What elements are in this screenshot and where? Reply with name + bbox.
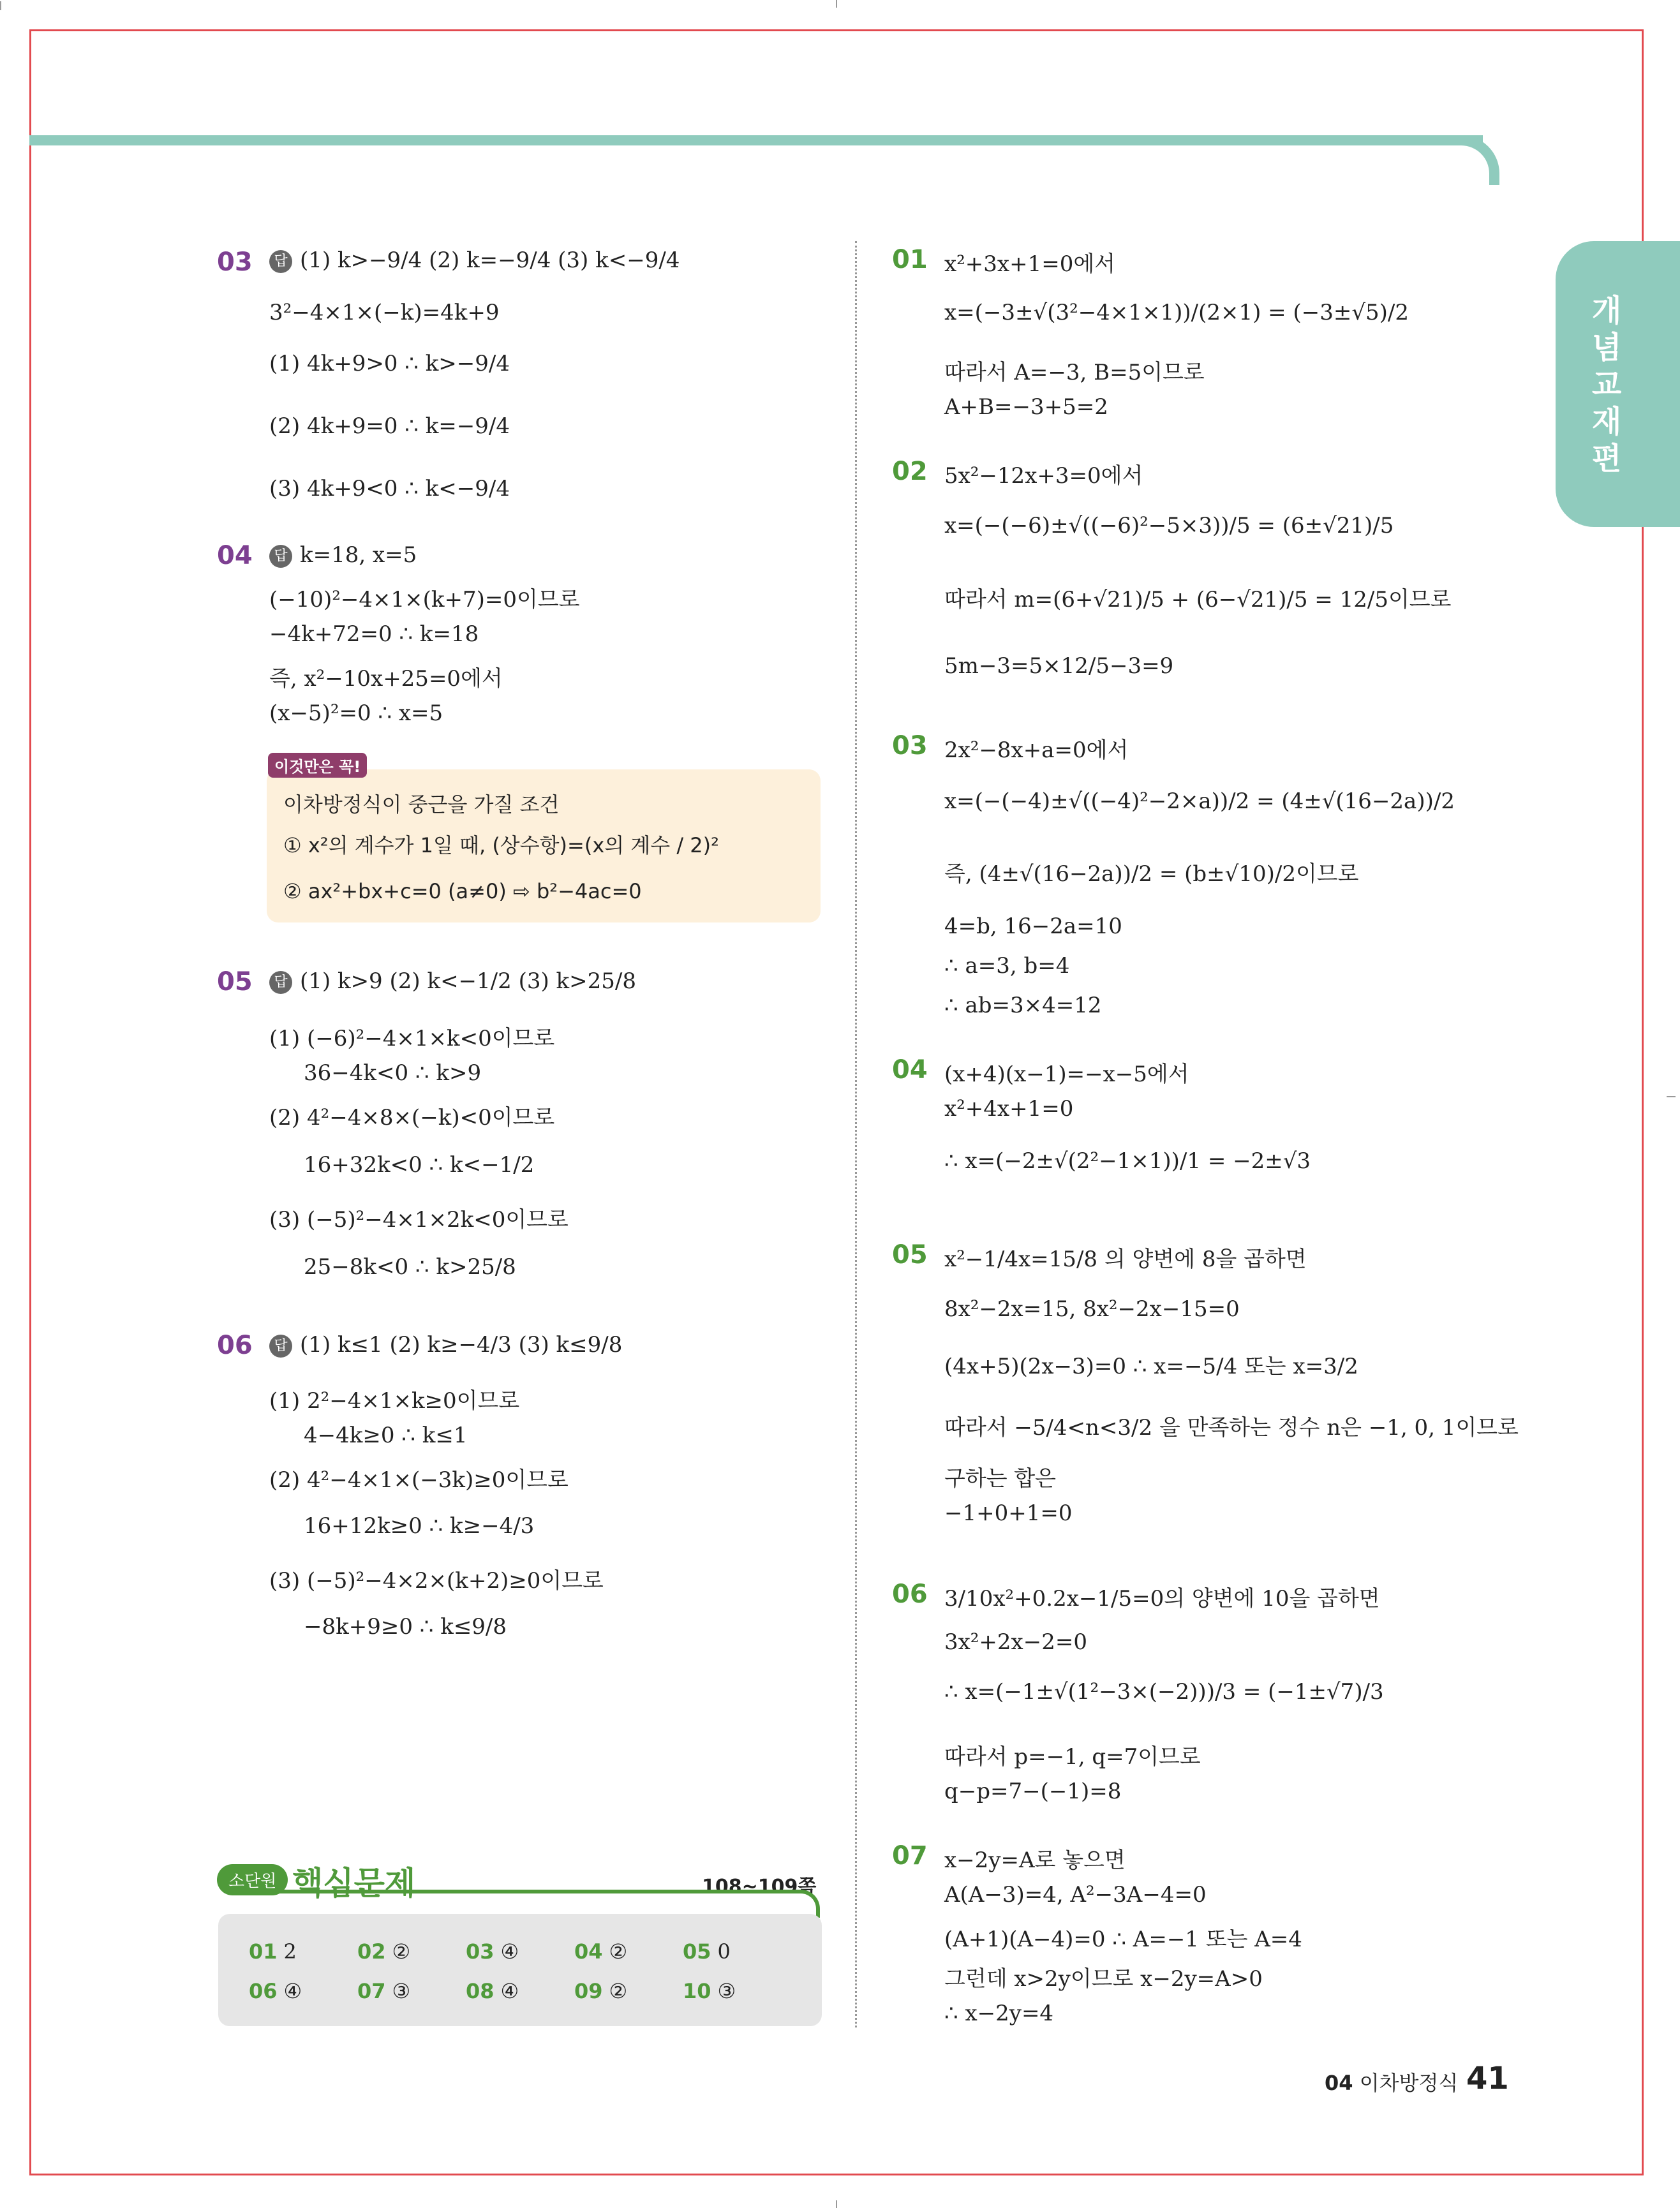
page-number: 41: [1466, 2061, 1509, 2096]
solution-line: (4x+5)(2x−3)=0 ∴ x=−5/4 또는 x=3/2: [944, 1354, 1358, 1379]
solution-line: (x+4)(x−1)=−x−5에서: [944, 1062, 1189, 1087]
solution-line: −8k+9≥0 ∴ k≤9/8: [304, 1614, 507, 1640]
answer-item: 06 ④: [249, 1979, 302, 2003]
solution-line: 구하는 합은: [944, 1466, 1057, 1492]
chapter-title: 이차방정식: [1359, 2071, 1459, 2095]
answer-badge: 답: [269, 1335, 292, 1358]
solution-line: 따라서 −5/4<n<3/2 을 만족하는 정수 n은 −1, 0, 1이므로: [944, 1415, 1519, 1441]
answer-badge: 답: [269, 971, 292, 994]
column-divider: [855, 241, 857, 2027]
solution-line: 3/10x²+0.2x−1/5=0의 양변에 10을 곱하면: [944, 1586, 1380, 1612]
solution-line: (2) 4²−4×1×(−3k)≥0이므로: [269, 1467, 569, 1493]
solution-line: (2) 4k+9=0 ∴ k=−9/4: [269, 413, 510, 439]
answer-item: 08 ④: [466, 1979, 519, 2003]
answer-text: (1) k≤1 (2) k≥−4/3 (3) k≤9/8: [300, 1332, 623, 1358]
tip-line: ① x²의 계수가 1일 때, (상수항)=(x의 계수 / 2)²: [283, 833, 719, 857]
solution-line: (2) 4²−4×8×(−k)<0이므로: [269, 1105, 555, 1130]
answer-item: 02 ②: [357, 1939, 411, 1964]
solution-line: 3x²+2x−2=0: [944, 1629, 1087, 1655]
solution-line: q−p=7−(−1)=8: [944, 1779, 1122, 1804]
tip-tag: 이것만은 꼭!: [268, 753, 367, 778]
solution-line: (1) (−6)²−4×1×k<0이므로: [269, 1026, 555, 1051]
side-tab-label: 개념교재편: [1591, 293, 1622, 477]
answer-badge: 답: [269, 250, 292, 273]
solution-line: ∴ x−2y=4: [944, 2001, 1054, 2026]
solution-line: 따라서 A=−3, B=5이므로: [944, 360, 1205, 385]
problem-number: 01: [892, 245, 928, 274]
problem-number: 05: [892, 1240, 928, 1270]
chapter-footer: [1325, 2067, 1458, 2096]
solution-line: 8x²−2x=15, 8x²−2x−15=0: [944, 1296, 1240, 1322]
solution-line: ∴ x=(−1±√(1²−3×(−2)))/3 = (−1±√7)/3: [944, 1679, 1384, 1705]
solution-line: (1) 4k+9>0 ∴ k>−9/4: [269, 351, 510, 376]
answer-line: [269, 248, 680, 273]
solution-line: 4=b, 16−2a=10: [944, 914, 1122, 939]
solution-line: 2x²−8x+a=0에서: [944, 737, 1129, 763]
solution-line: x−2y=A로 놓으면: [944, 1848, 1126, 1873]
solution-line: 4−4k≥0 ∴ k≤1: [304, 1423, 468, 1448]
answer-item: 09 ②: [574, 1979, 628, 2003]
solution-line: (1) 2²−4×1×k≥0이므로: [269, 1388, 520, 1414]
answer-line: [269, 542, 417, 568]
solution-line: ∴ ab=3×4=12: [944, 993, 1102, 1018]
solution-line: 즉, x²−10x+25=0에서: [269, 666, 503, 692]
solution-line: (x−5)²=0 ∴ x=5: [269, 700, 443, 726]
solution-line: 16+12k≥0 ∴ k≥−4/3: [304, 1513, 535, 1539]
solution-line: x²+3x+1=0에서: [944, 251, 1116, 277]
solution-line: A(A−3)=4, A²−3A−4=0: [944, 1882, 1207, 1908]
solution-line: ∴ a=3, b=4: [944, 953, 1070, 979]
tip-line: ② ax²+bx+c=0 (a≠0) ⇨ b²−4ac=0: [283, 879, 642, 903]
tip-title: 이차방정식이 중근을 가질 조건: [283, 792, 560, 817]
solution-line: 그런데 x>2y이므로 x−2y=A>0: [944, 1966, 1263, 1992]
solution-line: x=(−(−4)±√((−4)²−2×a))/2 = (4±√(16−2a))/2: [944, 789, 1455, 814]
answer-item: 04 ②: [574, 1939, 628, 1964]
problem-number: 06: [217, 1331, 253, 1360]
answer-item: 03 ④: [466, 1939, 519, 1964]
problem-number: 06: [892, 1580, 928, 1609]
solution-line: 5x²−12x+3=0에서: [944, 463, 1143, 489]
answer-item: 07 ③: [357, 1979, 411, 2003]
solution-line: x²−1/4x=15/8 의 양변에 8을 곱하면: [944, 1247, 1307, 1272]
answer-line: [269, 968, 636, 994]
solution-line: −1+0+1=0: [944, 1500, 1073, 1526]
header-band: [29, 135, 1483, 145]
answers-box: [218, 1914, 822, 2026]
problem-number: 03: [892, 731, 928, 760]
section-pill: 소단원: [217, 1864, 288, 1895]
problem-number: 05: [217, 967, 253, 997]
solution-line: (−10)²−4×1×(k+7)=0이므로: [269, 587, 580, 612]
answer-item: 01 2: [249, 1939, 297, 1964]
answer-item: 10 ③: [683, 1979, 736, 2003]
page-reference: 108~109쪽: [702, 1876, 817, 1898]
answer-text: (1) k>9 (2) k<−1/2 (3) k>25/8: [300, 968, 636, 994]
solution-line: 25−8k<0 ∴ k>25/8: [304, 1254, 516, 1280]
answer-text: (1) k>−9/4 (2) k=−9/4 (3) k<−9/4: [300, 248, 680, 273]
solution-line: (3) 4k+9<0 ∴ k<−9/4: [269, 476, 510, 501]
answer-line: [269, 1332, 622, 1358]
solution-line: (A+1)(A−4)=0 ∴ A=−1 또는 A=4: [944, 1927, 1302, 1952]
problem-number: 07: [892, 1841, 928, 1871]
crop-mark: [836, 2200, 837, 2208]
solution-line: ∴ x=(−2±√(2²−1×1))/1 = −2±√3: [944, 1148, 1311, 1174]
solution-line: 36−4k<0 ∴ k>9: [304, 1060, 482, 1086]
section-title: 핵심문제: [292, 1865, 416, 1902]
solution-line: 16+32k<0 ∴ k<−1/2: [304, 1152, 535, 1178]
solution-line: 따라서 p=−1, q=7이므로: [944, 1744, 1201, 1770]
answer-badge: 답: [269, 545, 292, 568]
answer-item: 05 0: [683, 1939, 731, 1964]
side-tab: [1556, 241, 1680, 527]
crop-mark: [0, 1, 1, 10]
solution-line: −4k+72=0 ∴ k=18: [269, 621, 479, 647]
solution-line: 3²−4×1×(−k)=4k+9: [269, 300, 500, 325]
solution-line: 즉, (4±√(16−2a))/2 = (b±√10)/2이므로: [944, 861, 1359, 887]
solution-line: x=(−3±√(3²−4×1×1))/(2×1) = (−3±√5)/2: [944, 300, 1409, 325]
problem-number: 04: [892, 1055, 928, 1085]
solution-line: A+B=−3+5=2: [944, 394, 1108, 420]
solution-line: (3) (−5)²−4×1×2k<0이므로: [269, 1207, 569, 1233]
solution-line: x=(−(−6)±√((−6)²−5×3))/5 = (6±√21)/5: [944, 513, 1394, 538]
answer-text: k=18, x=5: [300, 542, 417, 568]
solution-line: x²+4x+1=0: [944, 1096, 1074, 1122]
crop-mark: [1667, 1096, 1676, 1097]
problem-number: 03: [217, 248, 253, 277]
solution-line: (3) (−5)²−4×2×(k+2)≥0이므로: [269, 1568, 604, 1594]
solution-line: 따라서 m=(6+√21)/5 + (6−√21)/5 = 12/5이므로: [944, 587, 1452, 612]
crop-mark: [836, 0, 837, 8]
solution-line: 5m−3=5×12/5−3=9: [944, 653, 1174, 679]
chapter-number: 04: [1325, 2071, 1353, 2095]
problem-number: 02: [892, 457, 928, 486]
problem-number: 04: [217, 541, 253, 570]
